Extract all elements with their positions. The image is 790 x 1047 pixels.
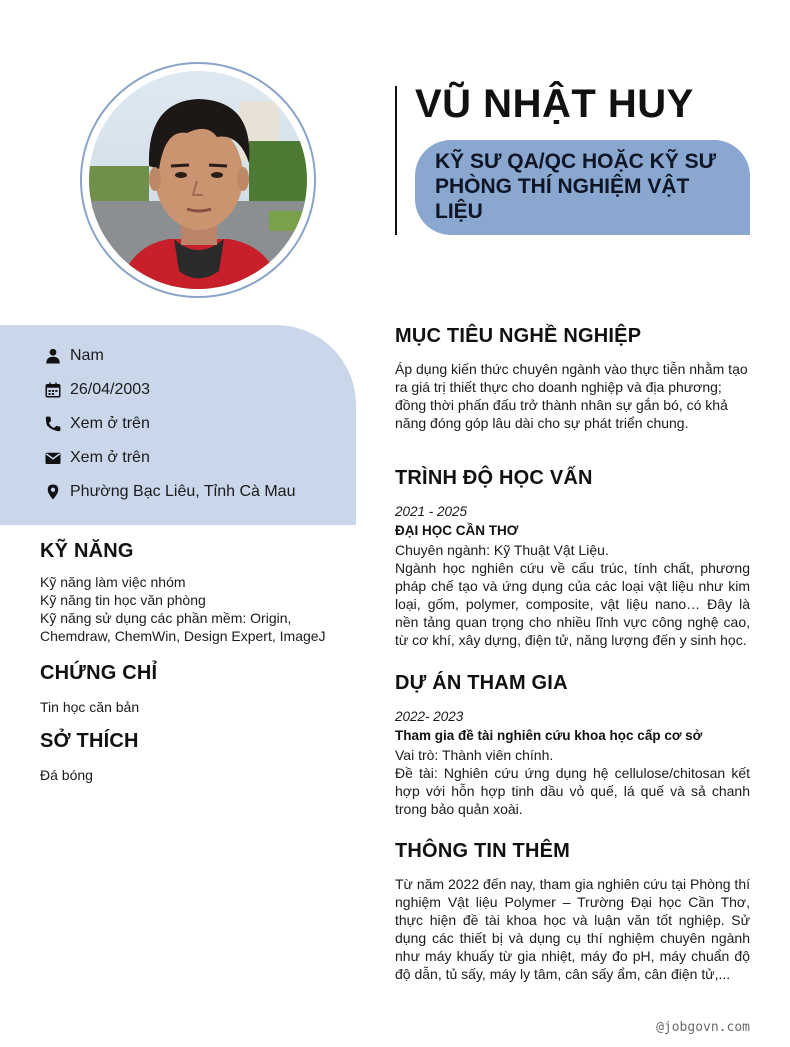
objective-heading: MỤC TIÊU NGHỀ NGHIỆP xyxy=(395,325,642,347)
education-major: Chuyên ngành: Kỹ Thuật Vật Liệu. xyxy=(395,542,609,558)
phone-icon xyxy=(44,415,62,433)
additional-info-text: Từ năm 2022 đến nay, tham gia nghiên cứu tại Phòng thí nghiệm Vật liệu Polymer – Trường Đại học Cần Thơ, thực hiện đề tài khoa học và luận văn tốt nghiệp. Sử dụng các thiết bị và dụng cụ thí nghiệm chuyên ngành như máy khuấy từ gia nhiệt, máy đo pH, máy chuẩn độ độ dẫn, tủ sấy, máy ly tâm, cân sấy ẩm, cân điện tử,... xyxy=(395,876,750,982)
certificates-section xyxy=(40,662,340,716)
email-text: Xem ở trên xyxy=(70,449,150,466)
address-text: Phường Bạc Liêu, Tỉnh Cà Mau xyxy=(70,483,296,500)
phone-text: Xem ở trên xyxy=(70,415,150,432)
education-heading: TRÌNH ĐỘ HỌC VẤN xyxy=(395,467,593,489)
footer-watermark: @jobgovn.com xyxy=(656,1020,750,1035)
objective-section xyxy=(395,325,750,432)
education-section xyxy=(395,467,750,649)
person-icon xyxy=(44,347,62,365)
skills-section xyxy=(40,540,340,645)
contact-birthdate xyxy=(44,379,150,401)
objective-text: Áp dụng kiến thức chuyên ngành vào thực tiễn nhằm tạo ra giá trị thiết thực cho doanh nghiệp và địa phương; đồng thời phấn đấu trở thành nhân sự gắn bó, có khả năng đóng góp lâu dài cho sự phát triển chung. xyxy=(395,361,748,431)
avatar xyxy=(89,71,307,289)
name-accent-bar xyxy=(395,86,397,235)
skill-item: Kỹ năng tin học văn phòng xyxy=(40,592,206,608)
education-description: Ngành học nghiên cứu về cấu trúc, tính chất, phương pháp chế tạo và ứng dụng của các loại vật liệu như kim loại, gốm, polymer, composite, vật liệu nano… Đây là nền tảng quan trọng cho nhiều lĩnh vực công nghệ cao, từ cơ khí, xây dựng, điện tử, năng lượng đến y sinh học. xyxy=(395,560,750,648)
hobby-item: Đá bóng xyxy=(40,767,93,783)
project-period: 2022- 2023 xyxy=(395,709,464,724)
education-school: ĐẠI HỌC CẦN THƠ xyxy=(395,523,519,538)
job-title: KỸ SƯ QA/QC HOẶC KỸ SƯ PHÒNG THÍ NGHIỆM VẬT LIỆU xyxy=(435,150,717,223)
project-topic: Đề tài: Nghiên cứu ứng dụng hệ cellulose/chitosan kết hợp với hỗn hợp tinh dầu vỏ quế, lá quế và sả chanh trong bảo quản xoài. xyxy=(395,765,750,817)
location-pin-icon xyxy=(44,483,62,501)
contact-address xyxy=(44,481,295,503)
hobbies-heading: SỞ THÍCH xyxy=(40,730,139,752)
education-period: 2021 - 2025 xyxy=(395,504,468,519)
candidate-name: VŨ NHẬT HUY xyxy=(415,82,694,126)
projects-heading: DỰ ÁN THAM GIA xyxy=(395,672,568,694)
contact-email xyxy=(44,447,150,469)
birthdate-text: 26/04/2003 xyxy=(70,381,151,398)
calendar-icon xyxy=(44,381,62,399)
project-role: Vai trò: Thành viên chính. xyxy=(395,747,554,763)
certificates-heading: CHỨNG CHỈ xyxy=(40,662,158,684)
job-title-box xyxy=(415,140,750,235)
skills-heading: KỸ NĂNG xyxy=(40,540,134,562)
additional-info-section xyxy=(395,840,750,983)
project-title: Tham gia đề tài nghiên cứu khoa học cấp cơ sở xyxy=(395,728,703,743)
contact-phone xyxy=(44,413,150,435)
skill-item: Kỹ năng làm việc nhóm xyxy=(40,574,186,590)
mail-icon xyxy=(44,449,62,467)
certificate-item: Tin học căn bản xyxy=(40,699,140,715)
gender-text: Nam xyxy=(70,347,104,364)
contact-panel xyxy=(0,325,356,525)
contact-gender xyxy=(44,345,104,367)
hobbies-section xyxy=(40,730,340,784)
additional-info-heading: THÔNG TIN THÊM xyxy=(395,840,571,862)
skill-item: Kỹ năng sử dụng các phần mềm: Origin, Chemdraw, ChemWin, Design Expert, ImageJ xyxy=(40,610,326,644)
projects-section xyxy=(395,672,750,818)
